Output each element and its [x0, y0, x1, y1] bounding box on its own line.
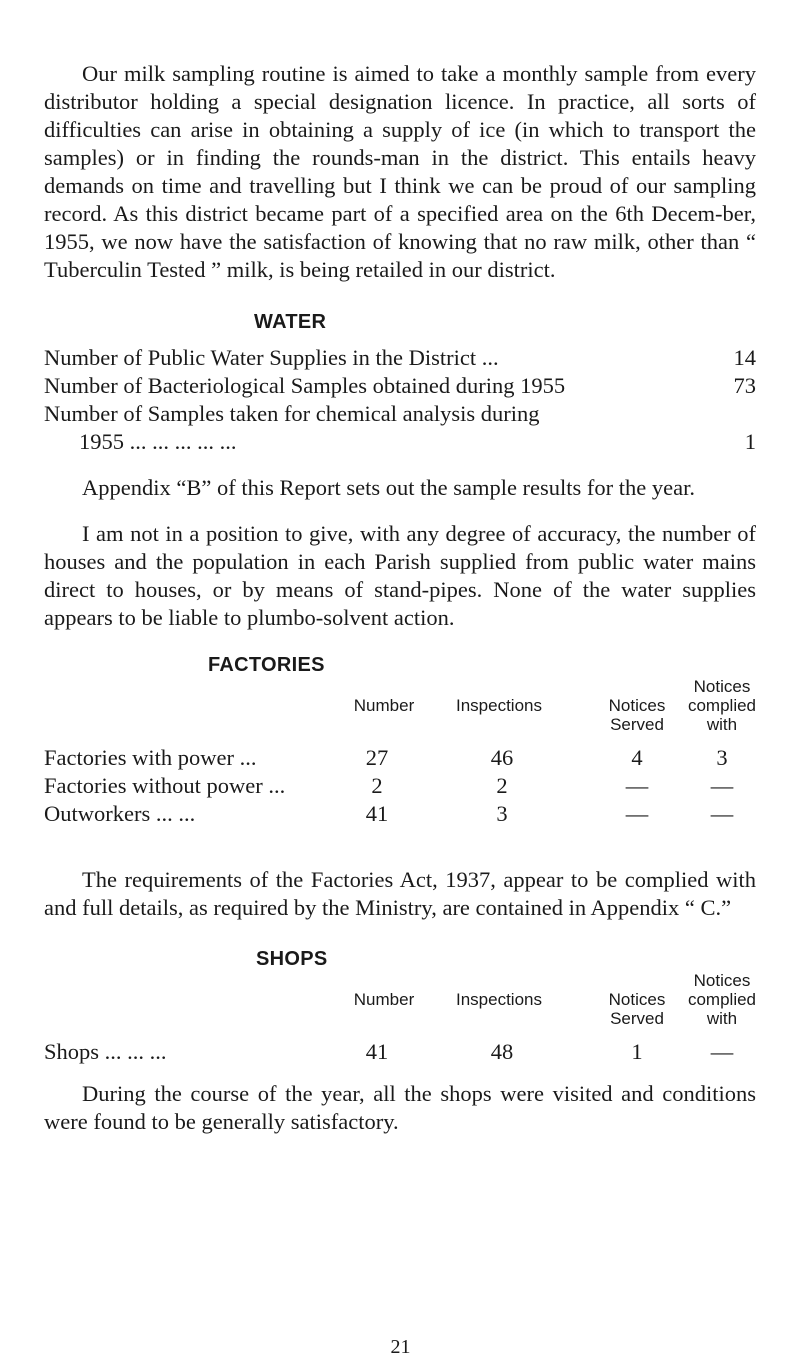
factories-heading: FACTORIES: [208, 654, 325, 676]
cell-notices-served: 4: [631, 745, 643, 770]
cell-notices-complied: —: [710, 773, 734, 798]
factories-act-paragraph: The requirements of the Factories Act, 1937, appear to be complied with and full details, as required by the Ministry, are contained in Appendix “ C.”: [44, 867, 756, 920]
cell-notices-complied: —: [710, 1039, 734, 1064]
cell-notices-served: —: [625, 773, 649, 798]
water-row-label: Number of Samples taken for chemical analysis during: [44, 401, 540, 426]
page-number: 21: [390, 1336, 411, 1358]
column-header-notices-complied: Notices complied with: [687, 971, 757, 1028]
cell-number: 41: [365, 1039, 389, 1064]
column-header-notices-complied: Notices complied with: [687, 677, 757, 734]
column-header-number: Number: [353, 990, 415, 1009]
cell-inspections: 48: [490, 1039, 514, 1064]
water-row-chemical-year: [44, 428, 756, 456]
cell-notices-served: 1: [631, 1039, 643, 1064]
cell-notices-served: —: [625, 801, 649, 826]
water-row-public-supplies: [44, 344, 756, 372]
row-label: Shops ... ... ...: [44, 1039, 167, 1064]
water-row-value: 14: [733, 345, 756, 370]
appendix-b-paragraph: Appendix “B” of this Report sets out the sample results for the year.: [82, 475, 695, 500]
water-row-value: 73: [733, 373, 756, 398]
cell-notices-complied: 3: [716, 745, 728, 770]
water-row-label: Number of Bacteriological Samples obtained during 1955: [44, 373, 566, 398]
factories-table: [44, 654, 756, 904]
milk-sampling-paragraph: Our milk sampling routine is aimed to take a monthly sample from every distributor holding a special designation licence. In practice, all sorts of difficulties can arise in obtaining a supply of ice (in which to transport the samples) or in finding the rounds-man in the district. This entails heavy demands on time and travelling but I think we can be proud of our sampling record. As this district became part of a specified area on the 6th Decem-ber, 1955, we now have the satisfaction of knowing that no raw milk, other than “ Tuberculin Tested ” milk, is being retailed in our district.: [44, 61, 756, 282]
shops-table: [44, 948, 756, 1078]
houses-paragraph: I am not in a position to give, with any degree of accuracy, the number of houses and the population in each Parish supplied from public water mains direct to houses, or by means of stand-pipes. None of the water supplies appears to be liable to plumbo-solvent action.: [44, 521, 756, 630]
water-row-chemical: [44, 400, 756, 428]
cell-number: 41: [365, 801, 389, 826]
shops-heading: SHOPS: [256, 948, 328, 970]
water-row-label: 1955 ... ... ... ... ...: [79, 429, 237, 454]
row-label: Outworkers ... ...: [44, 801, 196, 826]
cell-number: 2: [371, 773, 383, 798]
water-row-value: 1: [744, 429, 756, 454]
column-header-inspections: Inspections: [456, 990, 542, 1009]
cell-number: 27: [365, 745, 389, 770]
cell-inspections: 3: [496, 801, 508, 826]
water-heading: WATER: [254, 311, 327, 333]
column-header-notices-served: Notices Served: [608, 696, 666, 734]
column-header-number: Number: [353, 696, 415, 715]
row-label: Factories without power ...: [44, 773, 286, 798]
report-page: [44, 60, 756, 1136]
cell-inspections: 46: [490, 745, 514, 770]
cell-inspections: 2: [496, 773, 508, 798]
water-row-label: Number of Public Water Supplies in the District ...: [44, 345, 499, 370]
water-row-value: [716, 400, 756, 428]
water-row-bacteriological: [44, 372, 756, 400]
shops-paragraph: During the course of the year, all the shops were visited and conditions were found to be generally satisfactory.: [44, 1081, 756, 1134]
column-header-inspections: Inspections: [456, 696, 542, 715]
row-label: Factories with power ...: [44, 745, 257, 770]
column-header-notices-served: Notices Served: [608, 990, 666, 1028]
cell-notices-complied: —: [710, 801, 734, 826]
